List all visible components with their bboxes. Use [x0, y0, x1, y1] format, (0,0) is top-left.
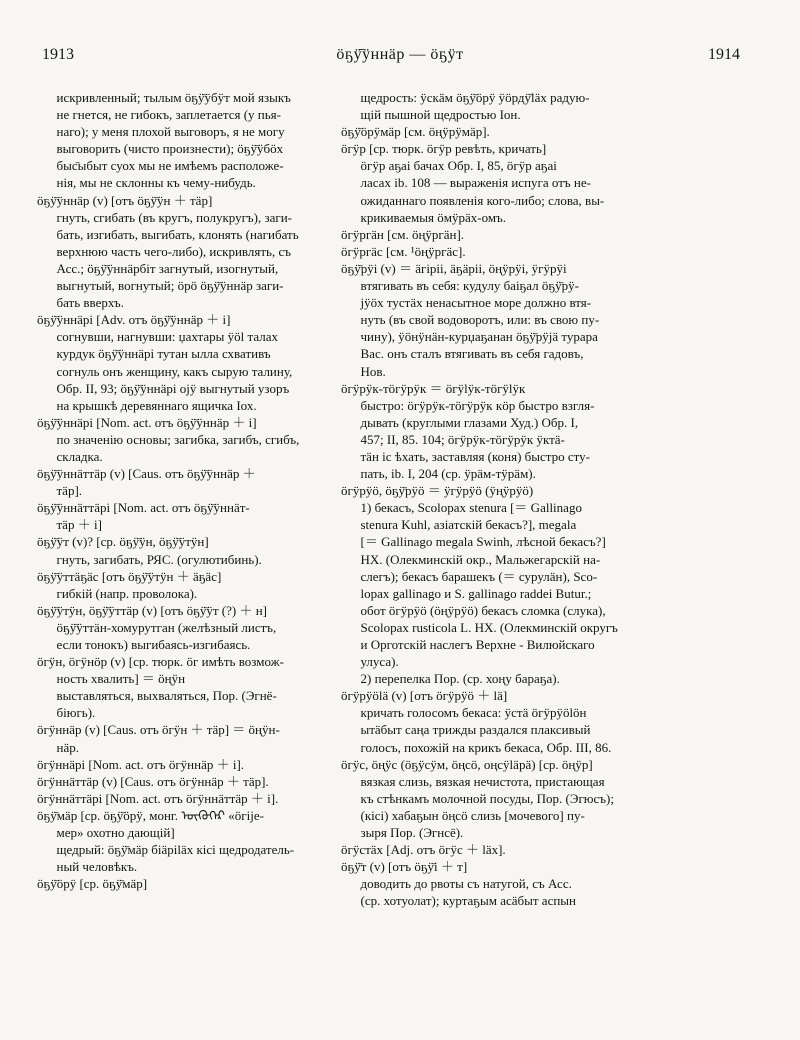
entry-text-line: Обр. II, 93; ӧҕӱ̄ӱннäрi ојӱ выгнутый узоръ — [37, 380, 290, 396]
entry-headline: ӧҕӱ̄ӱннäттäр (v) [Caus. отъ ӧҕӱ̄ӱннäр ＋ — [37, 466, 256, 482]
entry-text-line: ожиданнаго появленія кого-либо; слова, вы- — [341, 192, 605, 208]
entry-text-line: (ср. хотуолат); куртаҕым асäбыт аспын — [341, 893, 576, 909]
entry-text-line: къ стѣнкамъ молочной посуды, Пор. (Эгюсъ); — [341, 790, 614, 806]
entry-text-line: обот ӧгӱрӱӧ (ӧңӱрӱӧ) бекасъ сломка (слука), — [341, 602, 606, 618]
entry-text-line: верхнюю часть чего-либо), искривлять, съ — [37, 243, 291, 259]
entry-headline: ӧгӱннäттäр (v) [Caus. отъ ӧгӱннäр ＋ тäр]. — [37, 773, 269, 789]
entry-text-line: 2) перепелка Пор. (ср. хоңу бараҕа). — [341, 671, 560, 687]
entry-text-line: если тонокъ) выгибаясь-изгибаясь. — [37, 637, 251, 652]
entry-text-line: Нов. — [341, 363, 386, 379]
entry-text-line: біюгь). — [37, 705, 96, 721]
entry-text-line: быстро: ӧгӱрӱк-тӧгӱрӱк кӧр быстро взгля- — [341, 397, 595, 413]
entry-text-line: доводить до рвоты съ натугой, съ Асс. — [341, 876, 572, 892]
entry-text-line: согнуль онъ женщину, какъ сырую талину, — [37, 363, 293, 379]
entry-text-line: по значенію основы; загибка, загибъ, сгибъ, — [37, 431, 300, 447]
entry-headline: ӧгӱрӱӧlä (v) [отъ ӧгӱрӱӧ ＋ lä] — [341, 688, 508, 704]
entry-text-line: улуса). — [341, 654, 399, 670]
left-column — [37, 89, 357, 1029]
entry-headline: ӧгӱс, ӧңӱс (ӧҕӱсӱм, ӧңсӧ, оңсӱläрä) [ср. ӧңӱр] — [341, 756, 593, 772]
entry-headline: ӧгӱрӱӧ, ӧҕӱ̄рӱӧ ＝ ӱгӱрӱӧ (ӱңӱрӱӧ) — [341, 483, 534, 499]
entry-headline: ӧҕӱ̄ӱннäрi [Adv. отъ ӧҕӱ̄ӱннäр ＋ i] — [37, 312, 231, 328]
entry-headline: ӧҕӱ̄ӱттäҕäс [отъ ӧҕӱ̄ӱтӱн ＋ äҕäс] — [37, 568, 222, 584]
entry-text-line: јӱӧх тустäх ненасытное море должно втя- — [341, 295, 592, 311]
entry-text-line: ность хвалить] ＝ ӧңӱн — [37, 671, 186, 687]
entry-text-line: ытäбыт саңа трижды раздался плаксивый — [341, 722, 591, 738]
entry-text-line: ный человѣкъ. — [37, 859, 138, 875]
entry-text-line: гнуть, сгибать (въ кругъ, полукругъ), заги- — [37, 209, 293, 225]
entry-text-line: слегъ); бекасъ барашекъ (＝ сурулäн), Sco- — [341, 568, 598, 584]
entry-headline: ӧҕӱ̄ӱт (v)? [ср. ӧҕӱ̄ӱн, ӧҕӱ̄ӱтӱн] — [37, 534, 209, 550]
right-column — [341, 89, 643, 1029]
entry-text-line: крикиваемыя ӧмӱрäх-омъ. — [341, 209, 507, 225]
entry-text-line: наго); у меня плохой выговоръ, я не могу — [37, 124, 285, 140]
running-head: ӧҕӱ̄ӱннäр — ӧҕӱт — [336, 46, 464, 63]
entry-text-line: бать, изгибать, выгибать, клонять (нагибать — [37, 226, 299, 242]
entry-headline: ӧҕӱ̄ӧрӱ [ср. ӧҕӱ̄мäр] — [37, 876, 148, 892]
entry-text-line: lopax gallinago и S. gallinago raddei Butur.; — [341, 585, 592, 601]
entry-text-line: нія, мы не склонны къ чему-нибудь. — [37, 175, 256, 191]
entry-text-line: щій пышной щедростью Іон. — [341, 107, 521, 123]
entry-text-line: кричать голосомъ бекаса: ӱстä ӧгӱрӱӧlӧн — [341, 705, 587, 721]
entry-text-line: тäн iс ѣхать, заставляя (коня) быстро сту- — [341, 448, 590, 464]
entry-headline: ӧгӱр [ср. тюрк. ӧгӱр ревѣть, кричать] — [341, 141, 547, 157]
entry-headline: ӧҕӱ̄ӱннäрi [Nom. act. отъ ӧҕӱ̄ӱннäр ＋ i] — [37, 414, 257, 430]
entry-text-line: 1) бекасъ, Scolopax stenura [＝ Gallinago — [341, 500, 582, 516]
entry-text-line: втягивать въ себя: кудулу баіҕал ӧҕӱ̄рӱ- — [341, 278, 579, 294]
entry-text-line: мер» охотно дающій] — [37, 825, 175, 841]
entry-text-line: щедрость: ӱскäм ӧҕӱ̄ӧрӱ ӱӧрдӱ̄läх радую- — [341, 90, 590, 105]
entry-text-line: stenura Kuhl, азіатскій бекасъ?], megala — [341, 517, 577, 533]
entry-headline: ӧгӱннäрi [Nom. act. отъ ӧгӱннäр ＋ i]. — [37, 756, 245, 772]
entry-text-line: выговорить (чисто произнести); ӧҕӱ̄ӱбӧх — [37, 141, 284, 157]
entry-headline: ӧҕӱ̄ӧрӱмäр [см. ӧңӱрӱмäр]. — [341, 124, 490, 140]
entry-headline: ӧгӱннäр (v) [Caus. отъ ӧгӱн ＋ тäр] ＝ ӧңӱн- — [37, 722, 280, 738]
entry-text-line: Асс.; ӧҕӱ̄ӱннäрбiт загнутый, изогнутый, — [37, 260, 279, 276]
entry-text-line: согнувши, нагнувши: џахтары ӱӧl талах — [37, 329, 278, 345]
entry-text-line: складка. — [37, 448, 103, 464]
entry-headline: ӧҕӱ̄ӱннäттäрi [Nom. act. отъ ӧҕӱ̄ӱннäт- — [37, 500, 250, 516]
entry-text-line: не гнется, не гибокъ, заплетается (у пья- — [37, 107, 281, 123]
entry-headline: ӧҕӱ̄ӱннäр (v) [отъ ӧҕӱ̄ӱн ＋ тäр] — [37, 192, 213, 208]
entry-text-line: на крышкѣ деревяннаго ящичка Іох. — [37, 397, 257, 413]
entry-text-line: тäр ＋ i] — [37, 517, 102, 533]
entry-text-line: НХ. (Олекминскій окр., Мальжегарскій на- — [341, 551, 601, 567]
entry-headline: ӧгӱстäх [Adj. отъ ӧгӱс ＋ läх]. — [341, 842, 506, 858]
entry-text-line: Scolopax rusticola L. НХ. (Олекминскій округъ — [341, 619, 618, 635]
entry-text-line: Вас. онъ сталъ втягивать въ себя гадовъ, — [341, 346, 584, 362]
entry-text-line: ӧгӱр аҕаі бачах Обр. I, 85, ӧгӱр аҕаі — [341, 158, 557, 174]
entry-headline: ӧгӱн, ӧгӱнӧр (v) [ср. тюрк. ӧг имѣть возмож- — [37, 654, 284, 670]
entry-text-line: пать, ib. I, 204 (ср. ӱрäм-тӱрäм). — [341, 466, 536, 482]
entry-headline: ӧҕӱ̄т (v) [отъ ӧҕӱ̄i ＋ т] — [341, 859, 468, 875]
entry-text-line: голосъ, похожій на крикъ бекаса, Обр. III, 86. — [341, 739, 612, 755]
entry-text-line: гибкій (напр. проволока). — [37, 585, 198, 601]
entry-text-line: выставляться, выхваляться, Пор. (Эгнё- — [37, 688, 277, 704]
entry-headline: ӧгӱргäн [см. ӧңӱргäн]. — [341, 226, 465, 242]
entry-text-line: нäр. — [37, 739, 79, 755]
entry-headline: ӧҕӱ̄мäр [ср. ӧҕӱ̄ӧрӱ, монг. ᠥᠭᠦᠭᠡᠷ «ӧгіје- — [37, 807, 264, 823]
entry-text-line: быс̄ыбыт суох мы не имѣемъ расположе- — [37, 158, 284, 174]
entry-text-line: ӧҕӱ̄ӱттäн-хомурутган (желѣзный листъ, — [37, 619, 277, 635]
entry-headline: ӧгӱргäс [см. ¹ӧңӱргäс]. — [341, 243, 466, 259]
entry-text-line: бать вверхъ. — [37, 295, 124, 311]
entry-text-line: тäр]. — [37, 483, 83, 499]
entry-text-line: дывать (круглыми глазами Худ.) Обр. I, — [341, 414, 579, 430]
left-page-number: 1913 — [42, 46, 74, 63]
entry-headline: ӧгӱрӱк-тӧгӱрӱк ＝ ӧгӱlӱк-тӧгӱlӱк — [341, 380, 526, 396]
entry-text-line: 457; II, 85. 104; ӧгӱрӱк-тӧгӱрӱк ӱктä- — [341, 431, 565, 447]
entry-text-line: [＝ Gallinago megala Swinh, лѣсной бекасъ?] — [341, 534, 606, 550]
entry-text-line: ласах ib. 108 — выраженія испуга отъ не- — [341, 175, 591, 191]
entry-headline: ӧҕӱ̄рӱi (v) ＝ äгiрii, äҕäрii, ӧңӱрӱi, ӱгӱрӱi — [341, 260, 567, 276]
entry-text-line: чину), ӱӧнӱнäн-курџаҕанан ӧҕӱ̄рӱјä турара — [341, 329, 598, 345]
entry-text-line: вязкая слизь, вязкая нечистота, пристающая — [341, 773, 605, 789]
entry-headline: ӧгӱннäттäрi [Nom. act. отъ ӧгӱннäттäр ＋ i]. — [37, 790, 279, 806]
entry-text-line: щедрый: ӧҕӱ̄мäр бiäрiläх кiсi щедродатель- — [37, 842, 295, 858]
entry-text-line: и Орготскій наслегъ Верхне - Вилюйскаго — [341, 637, 595, 652]
entry-text-line: зыря Пор. (Эгнсё). — [341, 825, 464, 841]
entry-headline: ӧҕӱ̄ӱтӱн, ӧҕӱ̄ӱттäр (v) [отъ ӧҕӱ̄ӱт (?) ＋ н] — [37, 602, 267, 618]
right-page-number: 1914 — [708, 46, 740, 63]
entry-text-line: гнуть, загибать, РЯС. (огулютибинь). — [37, 551, 262, 567]
entry-text-line: нуть (въ свой водоворотъ, или: въ свою пу- — [341, 312, 600, 328]
entry-text-line: курдук ӧҕӱ̄ӱннäрi тутан ылла схвативъ — [37, 346, 271, 362]
entry-text-line: (кiсi) хабаҕын ӧңсӧ слизь [мочевого] пу- — [341, 807, 585, 823]
entry-text-line: выгнутый, вогнутый; ӧрӧ ӧҕӱ̄ӱннäр заги- — [37, 278, 284, 294]
entry-text-line: искривленный; тылым ӧҕӱ̄ӱбӱт мой языкъ — [37, 90, 291, 105]
